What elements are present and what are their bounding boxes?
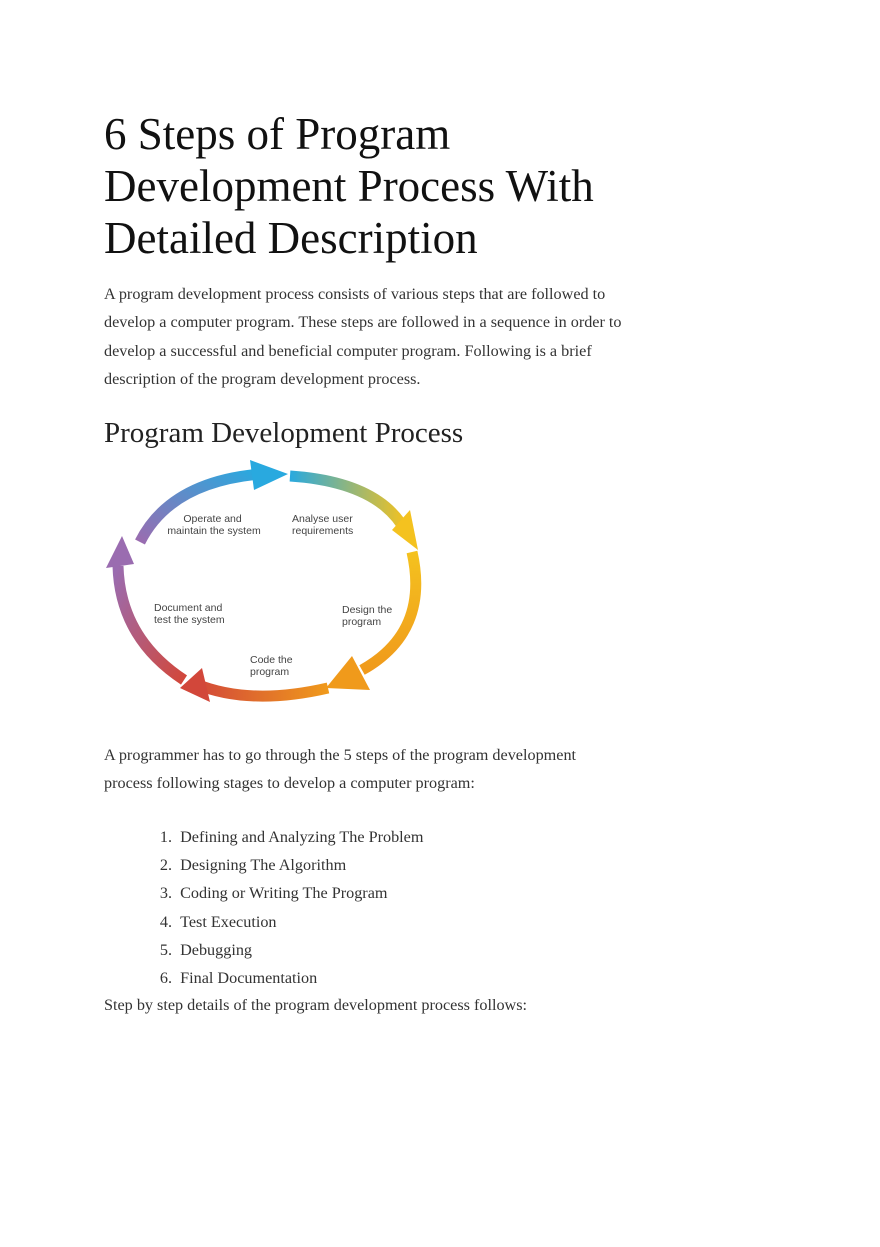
list-item: [104, 964, 664, 992]
arrow-head-purple: [106, 536, 134, 568]
list-label: Defining and Analyzing The Problem: [180, 828, 424, 846]
list-number: 1.: [159, 828, 172, 846]
list-item: [104, 823, 664, 851]
cycle-arc-red: [196, 684, 328, 696]
arrow-head-orange: [326, 656, 370, 690]
intro-line: develop a computer program. These steps are followed in a sequence in order to: [104, 313, 622, 332]
intro-line: description of the program development process.: [104, 369, 421, 388]
title-line: Detailed Description: [104, 213, 478, 263]
list-label: Debugging: [180, 940, 253, 959]
intro-paragraph: [104, 280, 664, 393]
list-item: [104, 879, 664, 907]
title-line: Development Process With: [104, 161, 594, 211]
section-heading: Program Development Process: [104, 417, 464, 449]
body-paragraph: [104, 741, 664, 797]
list-number: 6.: [159, 968, 172, 987]
list-number: 5.: [159, 940, 172, 959]
list-number: 2.: [159, 856, 172, 875]
label-document: Document and test the system: [154, 602, 225, 626]
list-number: 3.: [159, 884, 172, 903]
intro-line: A program development process consists of various steps that are followed to: [104, 285, 606, 303]
outro-paragraph: Step by step details of the program development process follows:: [104, 996, 528, 1014]
steps-list: [104, 823, 664, 992]
body-line: process following stages to develop a computer program:: [104, 774, 475, 792]
list-label: Designing The Algorithm: [180, 856, 347, 875]
list-label: Test Execution: [180, 912, 277, 931]
label-code: Code the program: [250, 654, 293, 678]
label-analyse: Analyse user requirements: [292, 513, 354, 537]
body-line: A programmer has to go through the 5 steps of the program development: [104, 746, 577, 764]
list-item: [104, 851, 664, 879]
list-item: [104, 908, 664, 936]
list-number: 4.: [159, 912, 172, 931]
list-label: Final Documentation: [180, 968, 318, 987]
arrow-head-red: [180, 668, 210, 702]
label-design: Design the program: [342, 604, 393, 628]
list-item: [104, 936, 664, 964]
intro-line: develop a successful and beneficial computer program. Following is a brief: [104, 341, 592, 360]
arrow-head-blue: [250, 460, 288, 490]
list-label: Coding or Writing The Program: [180, 884, 388, 903]
label-operate: Operate and maintain the system: [167, 513, 261, 537]
cycle-svg: [100, 452, 430, 708]
page-title: [104, 108, 664, 264]
title-line: 6 Steps of Program: [104, 109, 451, 159]
process-cycle-diagram: [100, 452, 430, 708]
